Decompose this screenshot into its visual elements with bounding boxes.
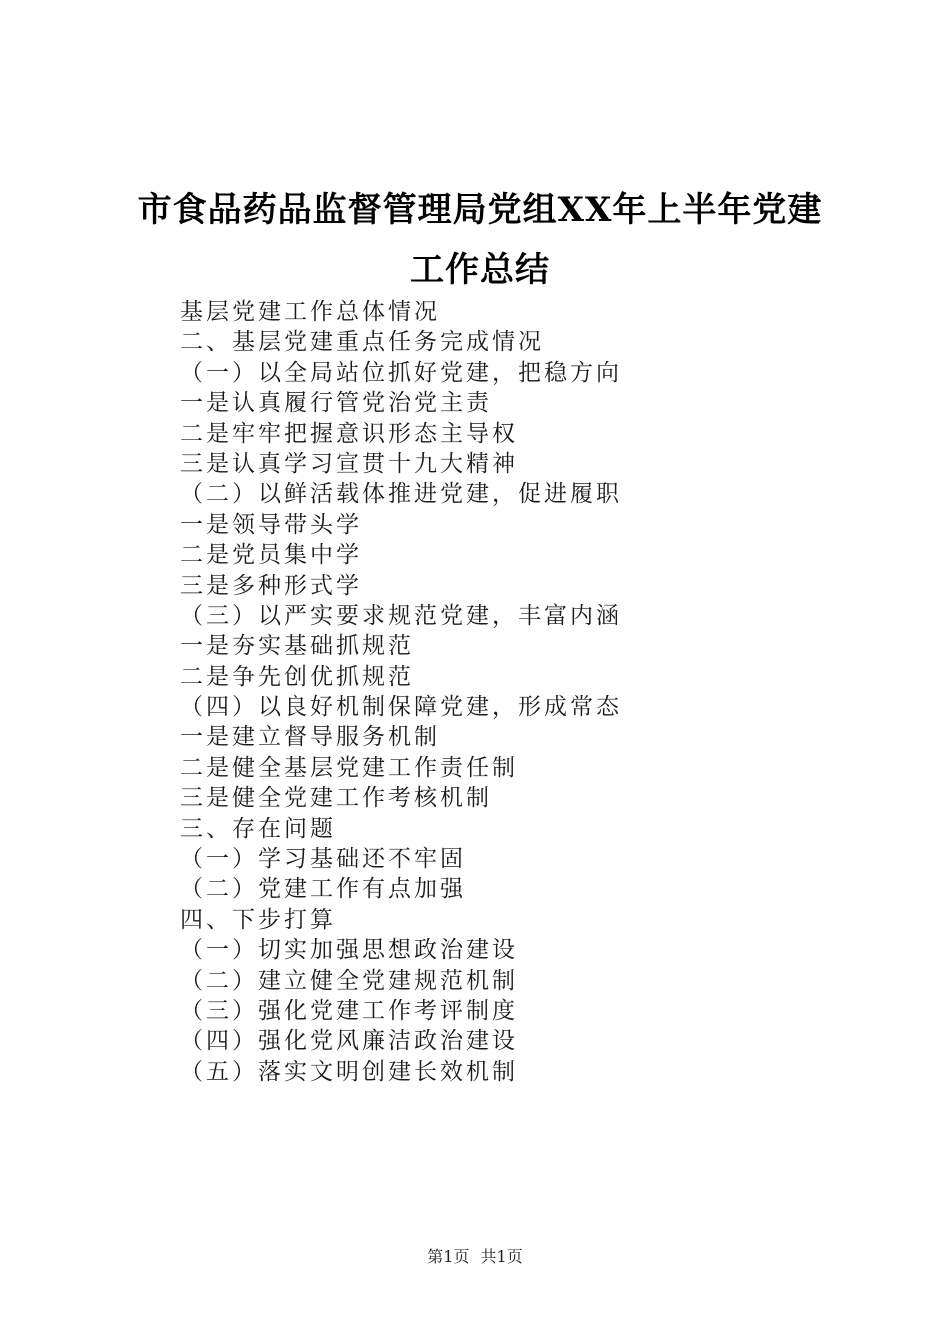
body-text-line: （四）以良好机制保障党建，形成常态: [180, 694, 622, 721]
body-text-line: 三是多种形式学: [180, 572, 362, 599]
body-text-line: 基层党建工作总体情况: [180, 299, 440, 325]
document-title-line2: 工作总结: [410, 250, 550, 290]
body-text-line: 四、下步打算: [180, 906, 336, 933]
body-text-line: （一）以全局站位抓好党建，把稳方向: [180, 359, 622, 386]
body-text-line: 二是争先创优抓规范: [180, 663, 414, 690]
body-text-line: （三）强化党建工作考评制度: [180, 997, 518, 1024]
body-text-line: 二是健全基层党建工作责任制: [180, 754, 518, 781]
body-text-line: 三是认真学习宣贯十九大精神: [180, 450, 518, 477]
document-title-line1: 市食品药品监督管理局党组XX年上半年党建: [137, 190, 823, 230]
page-footer: [0, 1244, 950, 1267]
body-text-line: 一是建立督导服务机制: [180, 724, 440, 751]
body-text-line: 三、存在问题: [180, 815, 336, 842]
page-total: 共1页: [480, 1247, 523, 1266]
body-text-line: （一）学习基础还不牢固: [180, 846, 466, 873]
body-text-line: 二是党员集中学: [180, 542, 362, 569]
document-body: [180, 297, 622, 1087]
body-text-line: 一是认真履行管党治党主责: [180, 390, 492, 417]
body-text-line: （四）强化党风廉洁政治建设: [180, 1028, 518, 1055]
body-text-line: （二）建立健全党建规范机制: [180, 967, 518, 994]
body-text-line: 一是领导带头学: [180, 511, 362, 538]
page-number: 第1页: [427, 1247, 470, 1266]
body-text-line: 一是夯实基础抓规范: [180, 633, 414, 660]
body-text-line: 二是牢牢把握意识形态主导权: [180, 420, 518, 447]
body-text-line: （二）党建工作有点加强: [180, 876, 466, 903]
body-text-line: （三）以严实要求规范党建，丰富内涵: [180, 602, 622, 629]
body-text-line: （二）以鲜活载体推进党建，促进履职: [180, 481, 622, 508]
body-text-line: （五）落实文明创建长效机制: [180, 1058, 518, 1085]
body-text-line: （一）切实加强思想政治建设: [180, 937, 518, 964]
body-text-line: 三是健全党建工作考核机制: [180, 785, 492, 812]
body-text-line: 二、基层党建重点任务完成情况: [180, 329, 544, 356]
